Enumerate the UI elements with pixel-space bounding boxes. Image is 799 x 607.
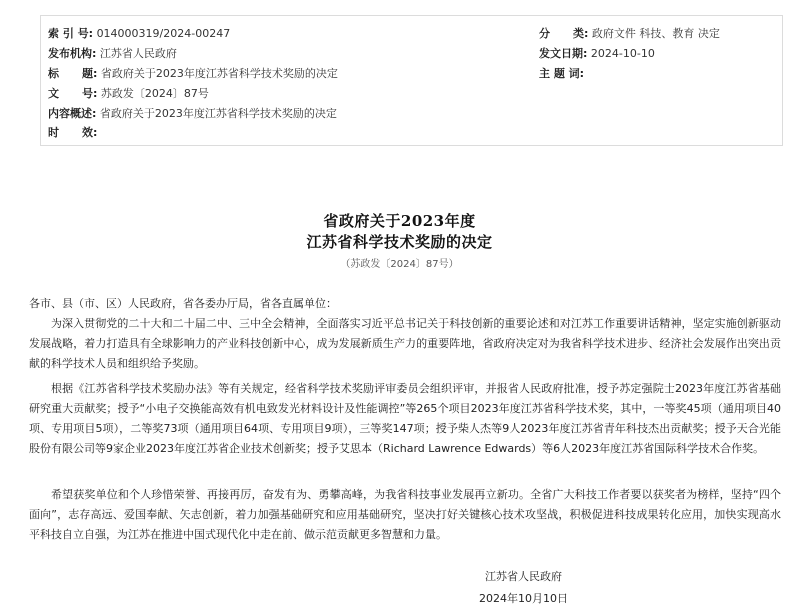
document-number: （苏政发〔2024〕87号） [340, 259, 459, 270]
meta-category-value: 政府文件 科技、教育 决定 [591, 27, 720, 40]
meta-content-value: 省政府关于2023年度江苏省科学技术奖励的决定 [99, 107, 337, 120]
document-paragraph-2: 根据《江苏省科学技术奖励办法》等有关规定，经省科学技术奖励评审委员会组织评审，并报省人民政府批准，授予苏定强院士2023年度江苏省基础研究重大贡献奖；授予“小电子交换能高效有机电致发光材料设计及性能调控”等265个项目2023年度江苏省科学技术奖，其中，一等奖45项（通用项目40项、专用项目5项），二等奖73项（通用项目64项、专用项目9项），三等奖147项；授予柴人杰等9人2023年度江苏省青年科技杰出贡献奖；授予天合光能股份有限公司等9家企业2023年度江苏省企业技术创新奖；授予艾思本（Richard Lawrence Edwards）等6人2023年度江苏省国际科学技术合作奖。 [29, 382, 781, 455]
meta-index-number [48, 27, 230, 41]
sign-date: 2024年10月10日 [479, 592, 568, 605]
meta-docno-value: 苏政发〔2024〕87号 [100, 87, 209, 100]
meta-category-label: 分 类: [539, 27, 589, 40]
meta-index-label: 索 引 号: [48, 27, 94, 40]
document-paragraph-3: 希望获奖单位和个人珍惜荣誉、再接再厉，奋发有为、勇攀高峰，为我省科技事业发展再立新功。全省广大科技工作者要以获奖者为榜样，坚持“四个面向”，志存高远、爱国奉献、矢志创新，着力加强基础研究和应用基础研究，坚决打好关键核心技术攻坚战，积极促进科技成果转化应用，加快实现高水平科技自立自强，为江苏在推进中国式现代化中走在前、做示范贡献更多智慧和力量。 [29, 488, 781, 541]
meta-date-label: 发文日期: [539, 47, 588, 60]
meta-issuer-value: 江苏省人民政府 [99, 47, 177, 60]
meta-subject [539, 67, 584, 81]
document-salutation: 各市、县（市、区）人民政府，省各委办厅局，省各直属单位： [29, 297, 337, 310]
signer-name: 江苏省人民政府 [485, 570, 562, 583]
document-paragraph-1: 为深入贯彻党的二十大和二十届二中、三中全会精神，全面落实习近平总书记关于科技创新的重要论述和对江苏工作重要讲话精神，坚定实施创新驱动发展战略，着力打造具有全球影响力的产业科技创新中心，成为发展新质生产力的重要阵地，省政府决定对为我省科学技术进步、经济社会发展作出突出贡献的科学技术人员和组织给予奖励。 [29, 317, 781, 370]
meta-subject-label: 主 题 词: [539, 67, 585, 80]
meta-content-label: 内容概述: [48, 107, 97, 120]
meta-validity [48, 126, 97, 140]
meta-title-label: 标 题: [48, 67, 98, 80]
meta-category [539, 27, 720, 41]
document-title-line-2: 江苏省科学技术奖励的决定 [306, 233, 493, 251]
meta-validity-label: 时 效: [48, 126, 98, 139]
meta-date-value: 2024-10-10 [590, 47, 655, 60]
meta-title-value: 省政府关于2023年度江苏省科学技术奖励的决定 [100, 67, 338, 80]
meta-title [48, 67, 338, 81]
meta-docno-label: 文 号: [48, 87, 98, 100]
meta-issuer [48, 47, 177, 61]
meta-index-value: 014000319/2024-00247 [96, 27, 231, 40]
meta-doc-number [48, 87, 209, 101]
meta-content-summary [48, 107, 337, 121]
document-title-line-1: 省政府关于2023年度 [323, 212, 476, 230]
meta-issuer-label: 发布机构: [48, 47, 97, 60]
document-metadata-panel [40, 15, 783, 146]
meta-issue-date [539, 47, 655, 61]
